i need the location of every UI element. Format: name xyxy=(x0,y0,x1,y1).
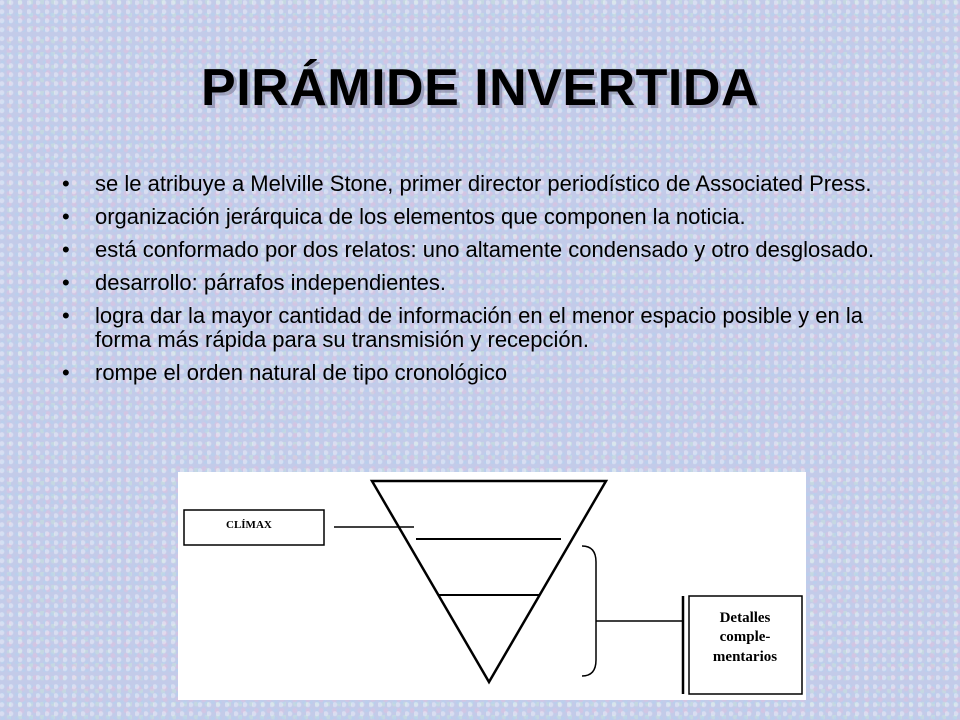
details-label-line3: mentarios xyxy=(712,649,778,665)
bullet-dot: • xyxy=(62,171,70,196)
details-bracket xyxy=(582,546,596,676)
bullet-item xyxy=(62,238,902,262)
slide-title: PIRÁMIDE INVERTIDA xyxy=(201,59,759,117)
bullet-item xyxy=(62,361,902,385)
bullet-text: se le atribuye a Melville Stone, primer director periodístico de Associated Press. xyxy=(95,171,872,196)
bullet-dot: • xyxy=(62,237,70,262)
bullet-dot: • xyxy=(62,270,70,295)
details-label-line2: comple- xyxy=(719,629,771,645)
bullet-item xyxy=(62,205,902,229)
diagram-svg xyxy=(178,472,806,700)
bullet-text: está conformado por dos relatos: uno altamente condensado y otro desglosado. xyxy=(95,237,875,262)
details-label-line1: Detalles xyxy=(719,610,771,626)
bullet-text: desarrollo: párrafos independientes. xyxy=(95,270,447,295)
bullet-text: logra dar la mayor cantidad de información en el menor espacio posible y en la forma más rápida para su transmisión y recepción. xyxy=(95,303,863,352)
bullet-dot: • xyxy=(62,204,70,229)
bullet-text: organización jerárquica de los elementos que componen la noticia. xyxy=(95,204,746,229)
bullet-dot: • xyxy=(62,360,70,385)
bullet-list xyxy=(62,172,902,394)
bullet-text: rompe el orden natural de tipo cronológico xyxy=(95,360,508,385)
climax-label: CLÍMAX xyxy=(226,519,272,531)
bullet-dot: • xyxy=(62,303,70,328)
inverted-pyramid-diagram xyxy=(178,472,806,700)
inverted-pyramid-triangle xyxy=(372,481,606,682)
bullet-item xyxy=(62,271,902,295)
bullet-item xyxy=(62,304,902,352)
bullet-item xyxy=(62,172,902,196)
